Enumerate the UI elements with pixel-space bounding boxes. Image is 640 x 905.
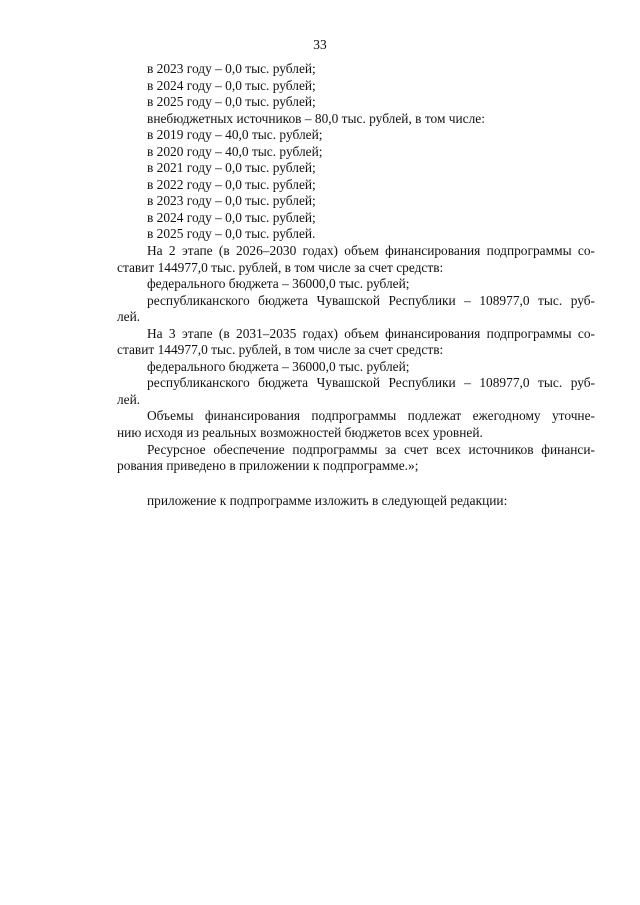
- text-line: внебюджетных источников – 80,0 тыс. рублей, в том числе:: [147, 110, 485, 126]
- text-line: в 2025 году – 0,0 тыс. рублей;: [147, 94, 316, 110]
- text-line: в 2023 году – 0,0 тыс. рублей;: [147, 193, 316, 209]
- text-line: в 2019 году – 40,0 тыс. рублей;: [147, 127, 323, 143]
- text-line: в 2020 году – 40,0 тыс. рублей;: [147, 143, 323, 159]
- text-line: ставит 144977,0 тыс. рублей, в том числе за счет средств:: [117, 342, 444, 358]
- text-line: ставит 144977,0 тыс. рублей, в том числе за счет средств:: [117, 259, 444, 275]
- text-line: республиканского бюджета Чувашской Республики – 108977,0 тыс. руб-: [147, 375, 595, 391]
- text-line: в 2023 году – 0,0 тыс. рублей;: [147, 61, 316, 76]
- text-line: лей.: [117, 309, 141, 325]
- paragraph-gap: [117, 475, 595, 493]
- text-line: в 2021 году – 0,0 тыс. рублей;: [147, 160, 316, 176]
- text-line: рования приведено в приложении к подпрограмме.»;: [117, 458, 419, 474]
- text-line: лей.: [117, 391, 141, 407]
- text-line: федерального бюджета – 36000,0 тыс. рублей;: [147, 276, 410, 292]
- text-line: в 2022 году – 0,0 тыс. рублей;: [147, 176, 316, 192]
- text-line: Объемы финансирования подпрограммы подлежат ежегодному уточне-: [147, 408, 595, 424]
- text-line: федерального бюджета – 36000,0 тыс. рублей;: [147, 358, 410, 374]
- text-line: На 3 этапе (в 2031–2035 годах) объем финансирования подпрограммы со-: [147, 325, 595, 341]
- document-body: [117, 61, 595, 509]
- text-line: На 2 этапе (в 2026–2030 годах) объем финансирования подпрограммы со-: [147, 243, 595, 259]
- page-number: 33: [313, 37, 327, 52]
- text-line: республиканского бюджета Чувашской Республики – 108977,0 тыс. руб-: [147, 292, 595, 308]
- text-line: в 2024 году – 0,0 тыс. рублей;: [147, 77, 316, 93]
- text-line: Ресурсное обеспечение подпрограммы за счет всех источников финанси-: [147, 441, 595, 457]
- text-line: приложение к подпрограмме изложить в следующей редакции:: [147, 492, 508, 508]
- text-line: нию исходя из реальных возможностей бюджетов всех уровней.: [117, 425, 483, 441]
- text-line: в 2024 году – 0,0 тыс. рублей;: [147, 209, 316, 225]
- text-line: в 2025 году – 0,0 тыс. рублей.: [147, 226, 316, 242]
